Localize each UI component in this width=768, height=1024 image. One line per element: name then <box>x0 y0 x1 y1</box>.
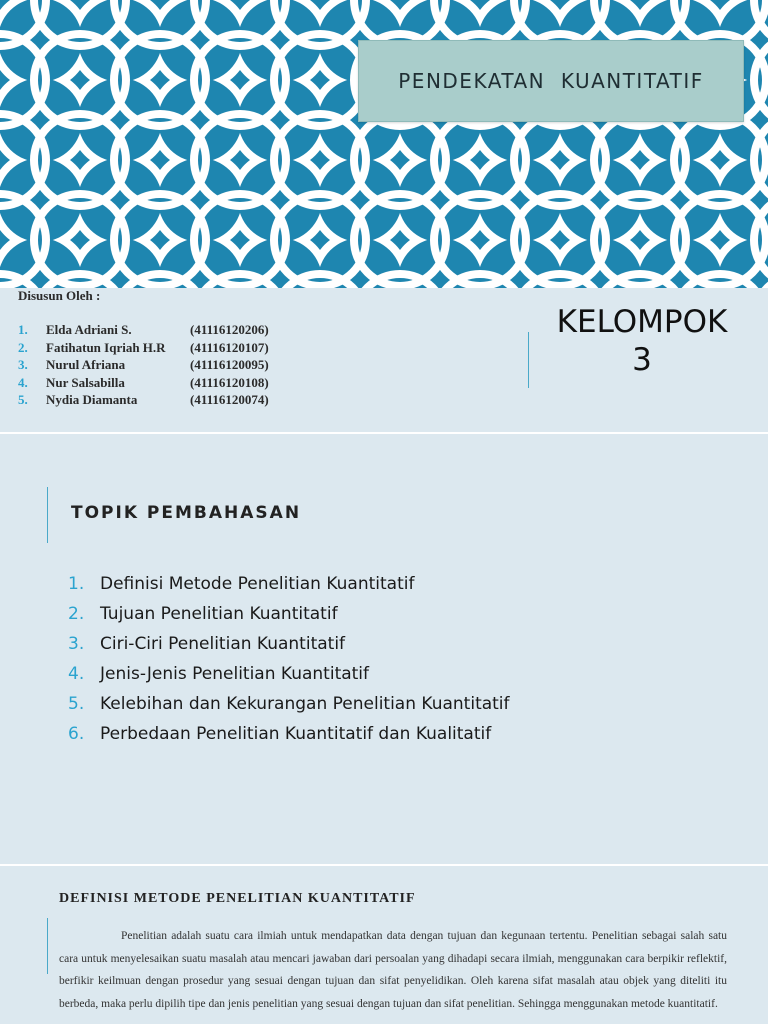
group-number: 3 <box>632 342 652 378</box>
author-number: 2. <box>18 339 28 355</box>
group-label <box>540 303 744 379</box>
topic-number: 3. <box>68 634 85 654</box>
author-name: Elda Adriani S. <box>46 322 132 337</box>
author-number: 1. <box>18 322 28 337</box>
topic-text: Jenis-Jenis Penelitian Kuantitatif <box>100 664 370 684</box>
author-id: (41116120095) <box>190 357 269 372</box>
author-id: (41116120206) <box>190 322 269 337</box>
topics-heading: TOPIK PEMBAHASAN <box>71 503 302 523</box>
topic-text: Tujuan Penelitian Kuantitatif <box>100 604 338 624</box>
title-slide <box>0 0 768 432</box>
topic-text: Perbedaan Penelitian Kuantitatif dan Kualitatif <box>100 724 492 744</box>
author-number: 3. <box>18 357 28 372</box>
definition-paragraph: Penelitian adalah suatu cara ilmiah untuk mendapatkan data dengan tujuan dan kegunaan tertentu. Penelitian sebagai salah satu cara untuk menyelesaikan suatu masalah atau mencari jawaban dari persoalan yang dihadapi secara ilmiah, menggunakan cara berpikir reflektif, berfikir keilmuan dengan prosedur yang sesuai dengan tujuan dan sifat penyelidikan. Oleh karena sifat masalah atau objek yang diteliti itu berbeda, maka perlu dipilih tipe dan jenis penelitian yang sesuai dengan tujuan dan sifat penelitian. Sehingga menggunakan metode kuantitatif. <box>59 930 727 1010</box>
author-name: Fatihatun Iqriah H.R <box>46 339 166 355</box>
author-name: Nydia Diamanta <box>46 392 138 407</box>
topic-text: Definisi Metode Penelitian Kuantitatif <box>100 574 415 594</box>
author-number: 5. <box>18 392 28 407</box>
accent-divider <box>47 487 48 543</box>
topic-number: 5. <box>68 694 85 714</box>
author-id: (41116120074) <box>190 392 269 407</box>
author-number: 4. <box>18 374 28 390</box>
title-box <box>358 40 744 122</box>
author-name: Nurul Afriana <box>46 357 126 372</box>
topic-text: Kelebihan dan Kekurangan Penelitian Kuantitatif <box>100 694 510 714</box>
presentation-title: PENDEKATAN KUANTITATIF <box>398 69 704 93</box>
topic-number: 6. <box>68 724 85 744</box>
author-name: Nur Salsabilla <box>46 374 125 390</box>
topic-text: Ciri-Ciri Penelitian Kuantitatif <box>100 634 346 654</box>
accent-divider <box>528 332 529 388</box>
byline: Disusun Oleh : <box>18 288 101 303</box>
topic-number: 1. <box>68 574 85 594</box>
topic-number: 2. <box>68 604 85 624</box>
author-id: (41116120108) <box>190 374 269 390</box>
author-id: (41116120107) <box>190 339 269 355</box>
definition-heading: DEFINISI METODE PENELITIAN KUANTITATIF <box>59 891 416 906</box>
topic-number: 4. <box>68 664 85 684</box>
slide-separator <box>0 864 768 866</box>
accent-divider <box>47 918 48 974</box>
slide-separator <box>0 432 768 434</box>
group-label-line1: KELOMPOK <box>556 304 728 340</box>
